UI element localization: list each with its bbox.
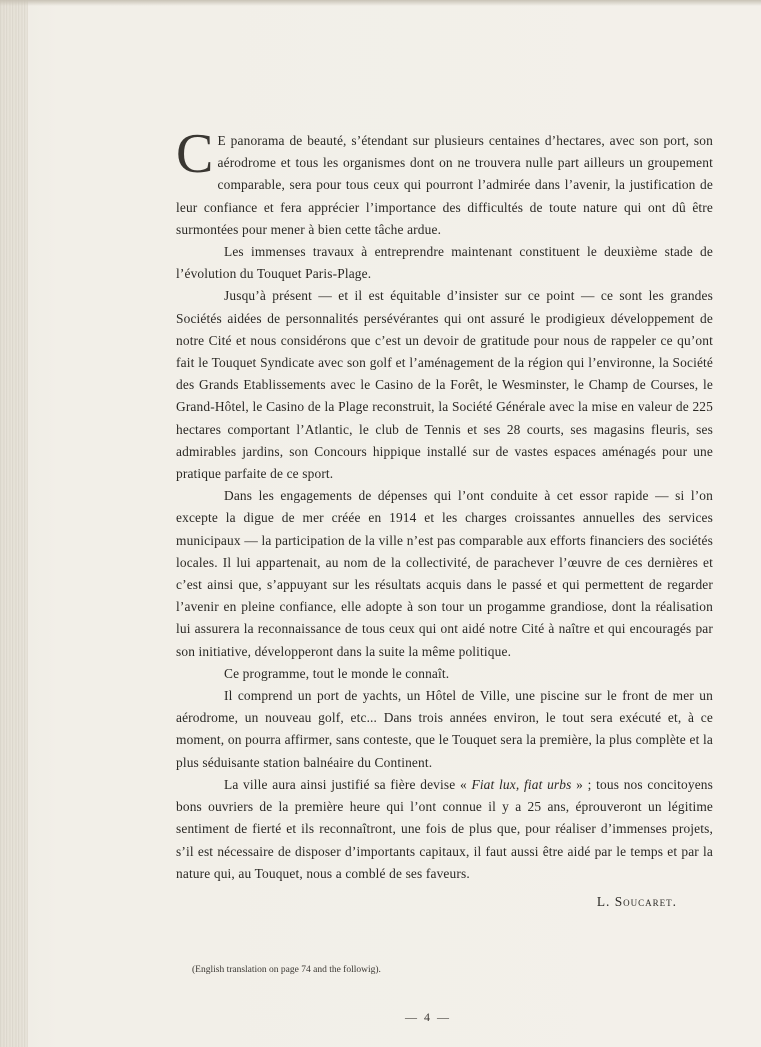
paragraph: Jusqu’à présent — et il est équitable d’insister sur ce point — ce sont les grandes Sociétés aidées de personnalités persévérantes qui ont assuré le prodigieux développement de notre Cité et nous considérons que c’est un devoir de gratitude pour nous de rappeler ce qu’ont fait le Touquet Syndicate avec son golf et l’aménagement de la région qui l’environne, la Société des Grands Etablissements avec le Casino de la Forêt, le Wesminster, le Champ de Courses, le Grand-Hôtel, le Casino de la Plage reconstruit, la Société Générale avec la mise en valeur de 225 hectares comportant l’Atlantic, le club de Tennis et ses 28 courts, ses magasins fleuris, ses admirables jardins, son Concours hippique installé sur de vastes espaces aménagés pour une pratique parfaite de ce sport.: [176, 288, 713, 482]
author-signature: L. Soucaret.: [596, 893, 677, 909]
page-number: [0, 1010, 761, 1025]
paragraph: Il comprend un port de yachts, un Hôtel de Ville, une piscine sur le front de mer un aérodrome, un nouveau golf, etc... Dans trois années environ, le tout sera exécuté et, à ce moment, on pourra affirmer, sans conteste, que le Touquet sera la première, la plus complète et la plus séduisante station balnéaire du Continent.: [176, 688, 713, 770]
paragraph: [176, 774, 713, 885]
dropcap-letter: C: [176, 123, 214, 185]
paragraph: Les immenses travaux à entreprendre maintenant constituent le deuxième stade de l’évolution du Touquet Paris-Plage.: [176, 244, 713, 282]
paragraph-text: » ; tous nos concitoyens bons ouvriers de la première heure qui l’ont connue il y a 25 ans, éprouveront un légitime sentiment de fierté et ils reconnaîtront, une fois de plus que, pour réaliser d’immenses projets, s’il est nécessaire de disposer d’importants capitaux, il faut aussi être aidé par le temps et par la nature qui, au Touquet, nous a comblé de ses faveurs.: [176, 776, 713, 881]
paragraph-text: La ville aura ainsi justifié sa fière devise «: [224, 776, 472, 792]
book-binding-edge: [0, 0, 28, 1047]
paragraph: [176, 123, 713, 241]
translation-note: (English translation on page 74 and the followig).: [192, 965, 381, 975]
paragraph-text: E panorama de beauté, s’étendant sur plusieurs centaines d’hectares, avec son port, son aérodrome et tous les organismes dont on ne trouvera nulle part ailleurs un groupement comparable, sera pour tous ceux qui pourront l’admirée dans l’avenir, la justification de leur confiance et fera apprécier l’importance des difficultés de toute nature qui ont dû être surmontées pour mener à bien cette tâche ardue.: [176, 133, 713, 237]
page-number-text: — 4 —: [405, 1010, 451, 1024]
paragraph: Dans les engagements de dépenses qui l’ont conduite à cet essor rapide — si l’on excepte la digue de mer créée en 1914 et les charges croissantes annuelles des services municipaux — la participation de la ville n’est pas comparable aux efforts financiers des sociétés locales. Il lui appartenait, au nom de la collectivité, de parachever l’œuvre de ces dernières et c’est ainsi que, s’appuyant sur les résultats acquis dans le passé et qui permettent de regarder l’avenir en pleine confiance, elle adopte à son tour un progamme grandiose, dont la réalisation lui assurera la reconnaissance de tous ceux qui ont aidé notre Cité à naître et qui encouragés par son initiative, développeront dans la suite la même politique.: [176, 488, 713, 659]
motto: Fiat lux, fiat urbs: [471, 776, 572, 792]
top-shadow: [0, 0, 761, 6]
paragraph: Ce programme, tout le monde le connaît.: [224, 665, 450, 681]
article-text: [176, 123, 713, 913]
